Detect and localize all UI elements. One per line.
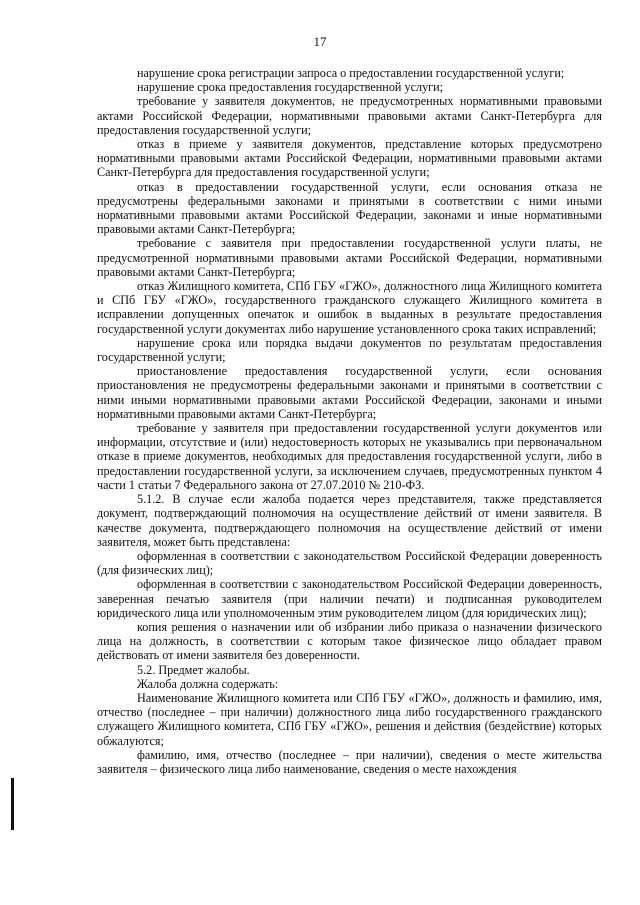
paragraph: отказ в предоставлении государственной услуги, если основания отказа не предусмотрены федеральными законами и принятыми в соответствии с ними иными нормативными правовыми актами Российской Федерации, законами и иные нормативными правовыми актами Санкт-Петербурга;: [97, 179, 602, 237]
paragraph: оформленная в соответствии с законодательством Российской Федерации доверенность, заверенная печатью заявителя (при наличии печати) и подписанная руководителем юридического лица или уполномоченным этим руководителем лицом (для юридических лиц);: [97, 577, 602, 620]
paragraph: Наименование Жилищного комитета или СПб ГБУ «ГЖО», должность и фамилию, имя, отчество (последнее – при наличии) должностного лица либо государственного гражданского служащего Жилищного комитета, СПб ГБУ «ГЖО», решения и действия (бездействие) которых обжалуются;: [97, 690, 602, 748]
paragraph: оформленная в соответствии с законодательством Российской Федерации доверенность (для физических лиц);: [97, 548, 602, 578]
binding-mark: [11, 778, 14, 830]
document-body: [97, 66, 602, 776]
paragraph: копия решения о назначении или об избрании либо приказа о назначении физического лица на должность, в соответствии с которым такое физическое лицо обладает правом действовать от имени заявителя без доверенности.: [97, 619, 602, 663]
paragraph: нарушение срока регистрации запроса о предоставлении государственной услуги;: [137, 66, 565, 80]
page-number: 17: [313, 34, 327, 49]
paragraph: требование с заявителя при предоставлении государственной услуги платы, не предусмотренной нормативными правовыми актами Российской Федерации, нормативными правовыми актами Санкт-Петербурга;: [97, 236, 602, 279]
paragraph: нарушение срока предоставления государственной услуги;: [137, 80, 444, 95]
paragraph: нарушение срока или порядка выдачи документов по результатам предоставления государственной услуги;: [97, 335, 602, 365]
paragraph: отказ в приеме у заявителя документов, представление которых предусмотрено нормативными правовыми актами Российской Федерации, нормативными правовыми актами Санкт-Петербурга для предоставления государственной услуги;: [97, 137, 602, 180]
paragraph: требование у заявителя документов, не предусмотренных нормативными правовыми актами Российской Федерации, нормативными правовыми актами Санкт-Петербурга для предоставления государственной услуги;: [97, 94, 602, 137]
paragraph: Жалоба должна содержать:: [137, 676, 279, 691]
paragraph: приостановление предоставления государственной услуги, если основания приостановления не предусмотрены федеральными законами и принятыми в соответствии с ними иными нормативными правовыми актами Российской Федерации, законами и иными нормативными правовыми актами Санкт-Петербурга;: [97, 364, 602, 421]
paragraph: фамилию, имя, отчество (последнее – при наличии), сведения о месте жительства заявителя – физического лица либо наименование, сведения о месте нахождения: [97, 747, 602, 776]
paragraph: 5.1.2. В случае если жалоба подается через представителя, также представляется документ, подтверждающий полномочия на осуществление действий от имени заявителя. В качестве документа, подтверждающего полномочия на осуществление действий от имени заявителя, может быть представлена:: [97, 492, 602, 549]
paragraph: отказ Жилищного комитета, СПб ГБУ «ГЖО», должностного лица Жилищного комитета и СПб ГБУ «ГЖО», государственного гражданского служащего Жилищного комитета в исправлении допущенных опечаток и ошибок в выданных в результате предоставления государственной услуги документах либо нарушение установленного срока таких исправлений;: [97, 279, 602, 336]
section-heading: 5.2. Предмет жалобы.: [137, 662, 250, 677]
paragraph: требование у заявителя при предоставлении государственной услуги документов или информации, отсутствие и (или) недостоверность которых не указывались при первоначальном отказе в приеме документов, необходимых для предоставления государственной услуги, либо в предоставлении государственной услуги, за исключением случаев, предусмотренных пунктом 4 части 1 статьи 7 Федерального закона от 27.07.2010 № 210-ФЗ.: [97, 421, 602, 492]
